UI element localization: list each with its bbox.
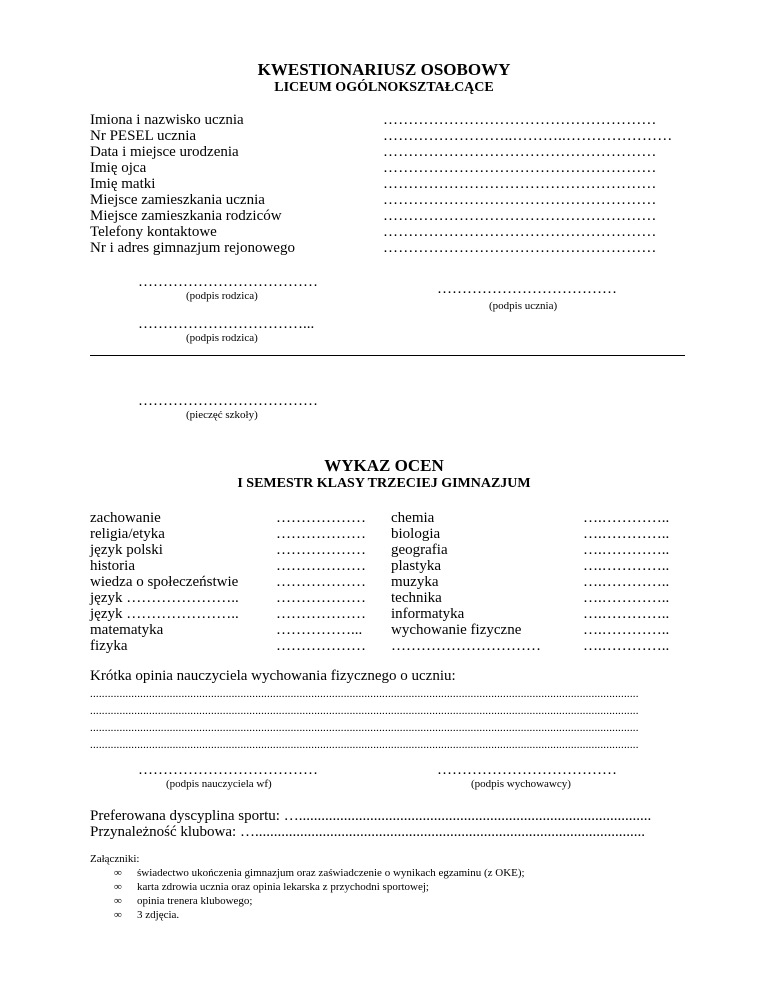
parent2-signature-label: (podpis rodzica) xyxy=(186,332,258,344)
field-label-middle-school: Nr i adres gimnazjum rejonowego xyxy=(90,240,295,256)
attachment-text: opinia trenera klubowego; xyxy=(137,895,253,907)
subject-label: historia xyxy=(90,558,135,574)
field-value-phones[interactable]: ……………………………………………… xyxy=(383,224,657,240)
attachment-item xyxy=(90,894,650,908)
subject-label: plastyka xyxy=(391,558,441,574)
subject-label[interactable]: język ………………….. xyxy=(90,590,239,606)
grades-right-values xyxy=(583,510,669,654)
subject-label[interactable]: język ………………….. xyxy=(90,606,239,622)
field-label-student-address: Miejsce zamieszkania ucznia xyxy=(90,192,265,208)
attachment-text: 3 zdjęcia. xyxy=(137,909,180,921)
grade-field[interactable]: ….………….. xyxy=(583,574,670,590)
field-value-mother[interactable]: ……………………………………………… xyxy=(383,176,657,192)
grades-right-subjects xyxy=(391,510,541,654)
opinion-line[interactable]: .......................................................................................................................................................................................... xyxy=(90,739,639,751)
form-title: KWESTIONARIUSZ OSOBOWY xyxy=(257,60,511,79)
grade-field[interactable]: ……………… xyxy=(276,590,366,606)
subject-label: zachowanie xyxy=(90,510,161,526)
bullet-icon: ∞ xyxy=(114,909,122,921)
form-subtitle: LICEUM OGÓLNOKSZTAŁCĄCE xyxy=(274,80,494,95)
attachments-section xyxy=(90,852,650,922)
grade-field[interactable]: ….………….. xyxy=(583,590,670,606)
grade-field[interactable]: ….………….. xyxy=(583,638,670,654)
student-signature-label: (podpis ucznia) xyxy=(489,300,558,312)
opinion-line[interactable]: .......................................................................................................................................................................................... xyxy=(90,705,639,717)
grade-field[interactable]: ……………… xyxy=(276,558,366,574)
subject-label: matematyka xyxy=(90,622,164,638)
sport-club-field[interactable]: Przynależność klubowa: …........................................................................................................ xyxy=(90,824,645,840)
subject-label: wiedza o społeczeństwie xyxy=(90,574,239,590)
opinion-label: Krótka opinia nauczyciela wychowania fizycznego o uczniu: xyxy=(90,668,456,684)
grade-field[interactable]: ……………... xyxy=(276,622,363,638)
field-value-pesel[interactable]: ……………………..………..………………… xyxy=(383,128,673,144)
school-stamp-label: (pieczęć szkoły) xyxy=(186,409,258,421)
grade-field[interactable]: ……………… xyxy=(276,606,366,622)
field-label-parents-address: Miejsce zamieszkania rodziców xyxy=(90,208,282,224)
grades-left-subjects xyxy=(90,510,239,654)
grade-field[interactable]: ….………….. xyxy=(583,622,670,638)
subject-label: fizyka xyxy=(90,638,128,654)
school-stamp-line[interactable]: ……………………………… xyxy=(138,393,318,409)
subject-label[interactable]: ………………………… xyxy=(391,638,541,654)
grades-title: WYKAZ OCEN xyxy=(324,456,444,475)
field-value-father[interactable]: ……………………………………………… xyxy=(383,160,657,176)
opinion-line[interactable]: .......................................................................................................................................................................................... xyxy=(90,688,639,700)
opinion-line[interactable]: .......................................................................................................................................................................................... xyxy=(90,722,639,734)
section-divider xyxy=(90,355,685,356)
subject-label: biologia xyxy=(391,526,441,542)
subject-label: muzyka xyxy=(391,574,439,590)
grade-field[interactable]: ……………… xyxy=(276,526,366,542)
attachments-label: Załączniki: xyxy=(90,853,140,865)
subject-label: wychowanie fizyczne xyxy=(391,622,522,638)
bullet-icon: ∞ xyxy=(114,895,122,907)
personal-values xyxy=(383,112,683,256)
grades-subtitle: I SEMESTR KLASY TRZECIEJ GIMNAZJUM xyxy=(237,476,531,491)
grade-field[interactable]: ….………….. xyxy=(583,558,670,574)
field-label-pesel: Nr PESEL ucznia xyxy=(90,128,197,144)
field-label-phones: Telefony kontaktowe xyxy=(90,224,217,240)
bullet-icon: ∞ xyxy=(114,881,122,893)
subject-label: chemia xyxy=(391,510,435,526)
subject-label: język polski xyxy=(90,542,163,558)
tutor-signature-label: (podpis wychowawcy) xyxy=(471,778,571,790)
preferred-sport-field[interactable]: Preferowana dyscyplina sportu: ….............................................................................................. xyxy=(90,808,652,824)
subject-label: geografia xyxy=(391,542,448,558)
parent2-signature-line[interactable]: ……………………………... xyxy=(138,316,315,332)
grades-left-values xyxy=(276,510,366,654)
parent1-signature-line[interactable]: ……………………………… xyxy=(138,274,318,290)
tutor-signature-line[interactable]: ……………………………… xyxy=(437,762,617,778)
grade-field[interactable]: ……………… xyxy=(276,638,366,654)
field-label-birth: Data i miejsce urodzenia xyxy=(90,144,239,160)
student-signature-line[interactable]: ……………………………… xyxy=(437,281,617,297)
subject-label: religia/etyka xyxy=(90,526,165,542)
field-value-parents-address[interactable]: ……………………………………………… xyxy=(383,208,657,224)
field-value-middle-school[interactable]: ……………………………………………… xyxy=(383,240,657,256)
attachment-item xyxy=(90,880,650,894)
field-label-mother: Imię matki xyxy=(90,176,156,192)
grade-field[interactable]: ….………….. xyxy=(583,526,670,542)
field-label-father: Imię ojca xyxy=(90,160,147,176)
grade-field[interactable]: ……………… xyxy=(276,510,366,526)
grade-field[interactable]: ……………… xyxy=(276,542,366,558)
grade-field[interactable]: ….………….. xyxy=(583,542,670,558)
field-value-name[interactable]: ……………………………………………… xyxy=(383,112,657,128)
attachment-text: karta zdrowia ucznia oraz opinia lekarska z przychodni sportowej; xyxy=(137,881,429,893)
grade-field[interactable]: ….………….. xyxy=(583,606,670,622)
parent1-signature-label: (podpis rodzica) xyxy=(186,290,258,302)
field-value-student-address[interactable]: ……………………………………………… xyxy=(383,192,657,208)
field-label-name: Imiona i nazwisko ucznia xyxy=(90,112,244,128)
attachment-item xyxy=(90,908,650,922)
subject-label: informatyka xyxy=(391,606,465,622)
personal-labels xyxy=(90,112,295,256)
subject-label: technika xyxy=(391,590,442,606)
grade-field[interactable]: ……………… xyxy=(276,574,366,590)
attachment-text: świadectwo ukończenia gimnazjum oraz zaświadczenie o wynikach egzaminu (z OKE); xyxy=(137,867,525,879)
pe-teacher-signature-label: (podpis nauczyciela wf) xyxy=(166,778,272,790)
attachment-item xyxy=(90,866,650,880)
grade-field[interactable]: ….………….. xyxy=(583,510,670,526)
field-value-birth[interactable]: ……………………………………………… xyxy=(383,144,657,160)
pe-teacher-signature-line[interactable]: ……………………………… xyxy=(138,762,318,778)
opinion-lines xyxy=(90,688,678,756)
bullet-icon: ∞ xyxy=(114,867,122,879)
